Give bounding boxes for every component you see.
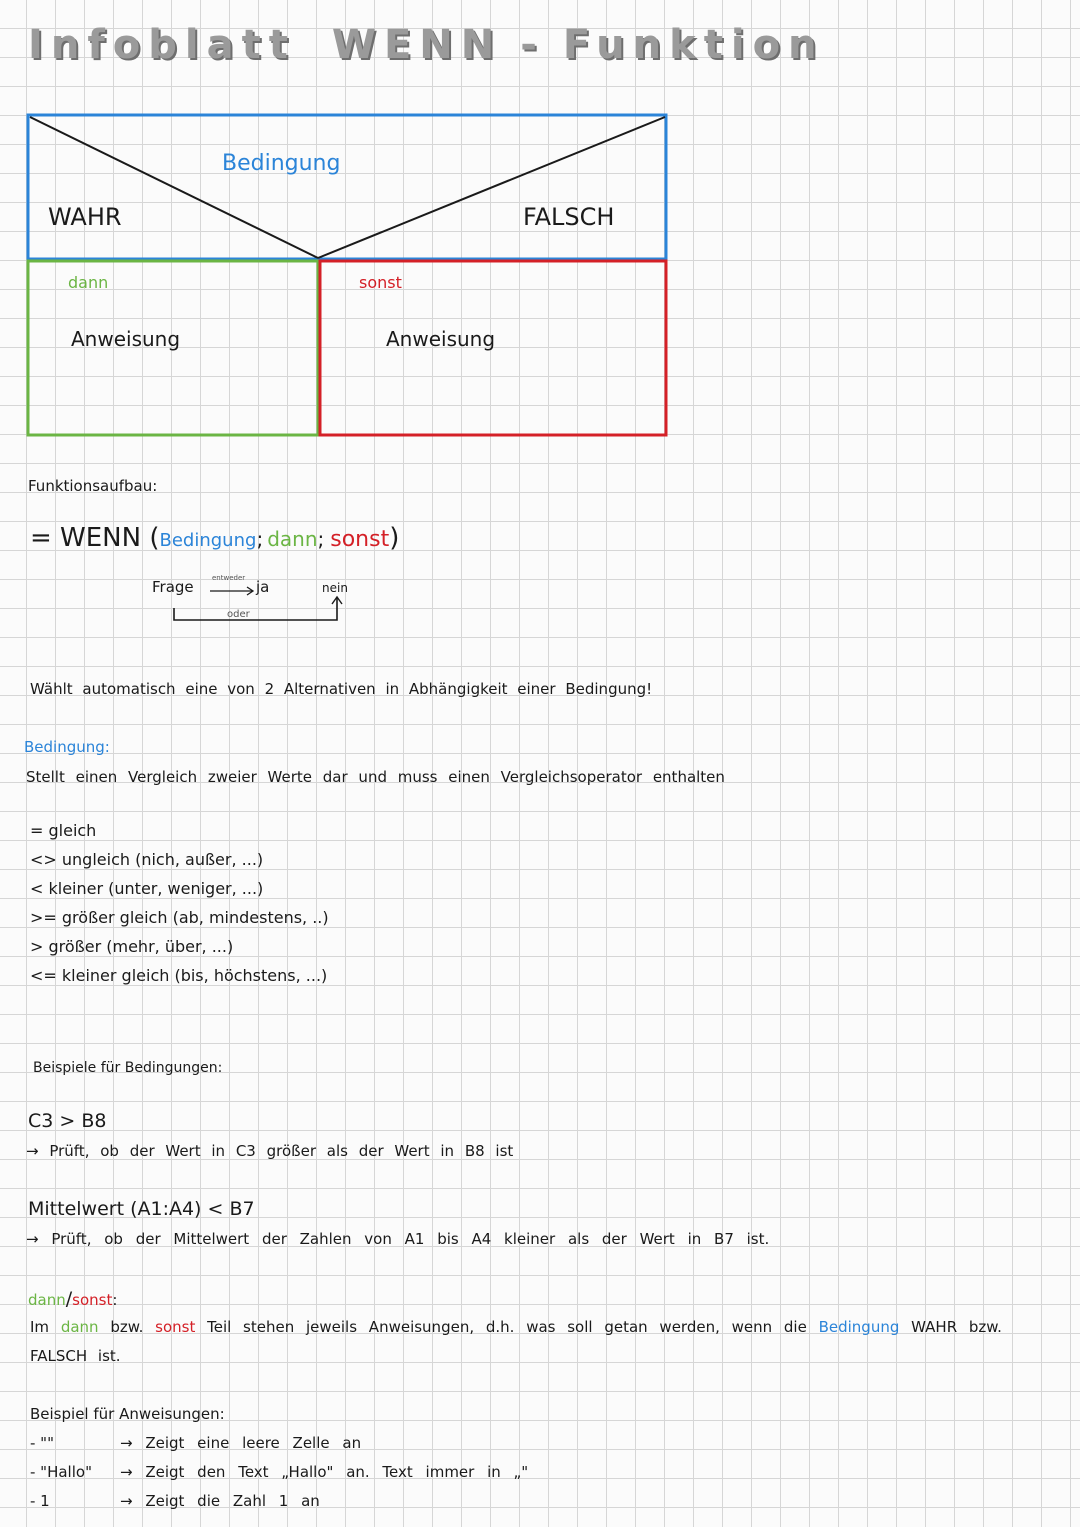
heading-slash: /: [65, 1288, 73, 1310]
formula-prefix: = WENN (: [30, 523, 160, 553]
heading-sonst: sonst: [72, 1291, 113, 1309]
anweisung-row-right: → Zeigt eine leere Zelle an: [120, 1434, 362, 1452]
text-part: Im: [30, 1318, 61, 1336]
aufbau-heading: Funktionsaufbau:: [28, 477, 158, 495]
bedingung-heading: Bedingung:: [24, 738, 110, 756]
heading-colon: :: [112, 1291, 118, 1309]
text-part: Teil stehen jeweils Anweisungen, d.h. was soll getan werden, wenn die: [195, 1318, 819, 1336]
condition-box: [28, 115, 666, 259]
aufbau-formula: [30, 523, 399, 553]
annotation-oder: oder: [227, 609, 250, 620]
operator-list: [30, 816, 329, 990]
text-part: bzw.: [98, 1318, 156, 1336]
operator-item: = gleich: [30, 821, 97, 840]
diagram-condition-label: Bedingung: [222, 151, 341, 176]
example-2-description: → Prüft, ob der Mittelwert der Zahlen von A1 bis A4 kleiner als der Wert in B7 ist.: [26, 1230, 770, 1248]
intro-text: Wählt automatisch eine von 2 Alternativen in Abhängigkeit einer Bedingung!: [30, 680, 653, 698]
annotation-nein: nein: [322, 581, 348, 595]
dann-sonst-text: [30, 1318, 1002, 1336]
anweisungen-heading: Beispiel für Anweisungen:: [30, 1405, 225, 1423]
diagram-then-label: dann: [68, 273, 109, 292]
diagram-then-action: Anweisung: [71, 327, 181, 351]
formula-arg-dann: dann: [267, 527, 318, 551]
dann-sonst-text-line2: FALSCH ist.: [30, 1347, 121, 1365]
struktogramm-lines: [26, 113, 671, 439]
operator-item: <> ungleich (nich, außer, ...): [30, 850, 264, 869]
example-1-formula: C3 > B8: [28, 1110, 107, 1132]
anweisung-row-left: - "": [30, 1434, 54, 1452]
wenn-struktogramm: [26, 113, 671, 439]
annotation-ja: ja: [256, 578, 270, 596]
anweisung-row-right: → Zeigt den Text „Hallo" an. Text immer in „": [120, 1463, 529, 1481]
text-dann: dann: [60, 1318, 99, 1336]
bedingung-text: Stellt einen Vergleich zweier Werte dar und muss einen Vergleichsoperator enthalten: [26, 768, 725, 786]
diagram-false-label: FALSCH: [523, 203, 615, 231]
title-part-wenn: WENN: [331, 22, 503, 68]
diagonal-left: [30, 117, 318, 258]
anweisung-row-left: - "Hallo": [30, 1463, 92, 1481]
operator-item: >= größer gleich (ab, mindestens, ..): [30, 908, 329, 927]
formula-suffix: ): [389, 523, 400, 553]
anweisung-row-left: - 1: [30, 1492, 50, 1510]
text-bedingung: Bedingung: [818, 1318, 900, 1336]
operator-item: > größer (mehr, über, ...): [30, 937, 234, 956]
title-part-funktion: Funktion: [562, 22, 825, 68]
diagonal-right: [318, 117, 665, 258]
diagram-else-action: Anweisung: [386, 327, 496, 351]
formula-sep-1: ;: [256, 527, 264, 551]
annotation-arrows: [170, 580, 350, 624]
formula-sep-2: ;: [317, 527, 325, 551]
text-part: WAHR bzw.: [899, 1318, 1002, 1336]
example-1-description: → Prüft, ob der Wert in C3 größer als der Wert in B8 ist: [26, 1142, 514, 1160]
anweisung-row-right: → Zeigt die Zahl 1 an: [120, 1492, 320, 1510]
formula-arg-sonst: sonst: [330, 527, 390, 552]
title-dash: -: [520, 22, 545, 68]
dann-sonst-heading: [28, 1288, 117, 1310]
formula-arg-bedingung: Bedingung: [159, 530, 257, 551]
text-sonst: sonst: [155, 1318, 196, 1336]
operator-item: <= kleiner gleich (bis, höchstens, ...): [30, 966, 328, 985]
annotation-entweder: entweder: [212, 574, 246, 582]
beispiele-heading: Beispiele für Bedingungen:: [33, 1060, 223, 1076]
title-part-infoblatt: Infoblatt: [28, 22, 296, 68]
diagram-true-label: WAHR: [48, 203, 122, 231]
annotation-frage: Frage: [152, 578, 194, 596]
operator-item: < kleiner (unter, weniger, ...): [30, 879, 264, 898]
example-2-formula: Mittelwert (A1:A4) < B7: [28, 1198, 255, 1220]
heading-dann: dann: [28, 1291, 66, 1309]
diagram-else-label: sonst: [359, 273, 402, 292]
page-title: [28, 22, 825, 68]
